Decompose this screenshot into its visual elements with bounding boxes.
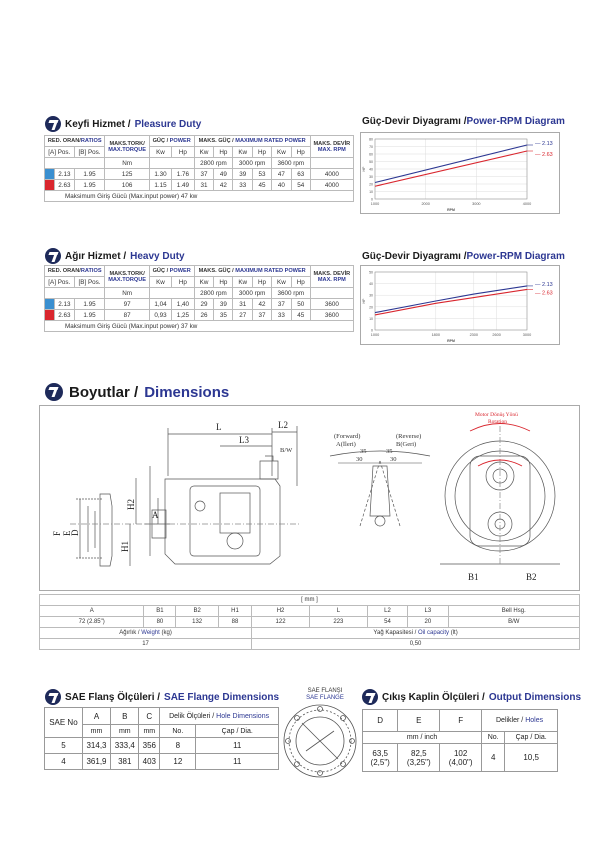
brand-logo-icon xyxy=(362,689,378,705)
unit-cell: Hp xyxy=(172,147,194,158)
x-axis-label: RPM xyxy=(447,208,455,212)
unit-cell: Kw xyxy=(194,277,214,288)
reverse-position-label: B(Geri) xyxy=(396,441,417,448)
series-line-2.63 xyxy=(375,151,527,186)
unit-cell: mm xyxy=(139,725,160,738)
rated-power-header: MAKS. GÜÇ / MAXIMUM RATED POWER xyxy=(194,266,310,277)
nm-unit: Nm xyxy=(105,158,149,169)
col-header: L xyxy=(309,606,367,617)
heavy-power-rpm-chart xyxy=(360,265,560,345)
sae-flange-drawing xyxy=(282,703,358,779)
unit-cell: Hp xyxy=(214,277,233,288)
y-tick-label: 40 xyxy=(369,167,373,172)
angle-label: 35 xyxy=(386,448,393,455)
sae-flange-heading: SAE Flanş Ölçüleri / SAE Flange Dimensions xyxy=(45,689,279,705)
nm-unit: Nm xyxy=(105,288,149,299)
brand-logo-icon xyxy=(45,383,63,401)
series-swatch-red xyxy=(45,180,55,191)
weight-value: 17 xyxy=(40,639,252,650)
gearbox-body xyxy=(165,479,280,564)
table-row: 5 314,3 333,4 356 8 11 xyxy=(45,738,279,754)
x-tick-label: 2300 xyxy=(469,333,479,337)
unit-cell: Kw xyxy=(149,277,171,288)
legend-label-2.13: — 2.13 xyxy=(535,141,553,147)
heavy-duty-table xyxy=(44,265,354,332)
series-line-2.63 xyxy=(375,289,527,315)
sae-flange-table xyxy=(44,707,279,770)
angle-label: 30 xyxy=(356,456,363,463)
rpm-point: 2800 rpm xyxy=(194,158,233,169)
hole-dimensions-header: Delik Ölçüleri / Hole Dimensions xyxy=(160,708,279,725)
angle-label: 35 xyxy=(360,448,367,455)
dim-label-L: L xyxy=(216,422,222,432)
bell-housing-label: B/W xyxy=(280,447,293,454)
unit-cell: Kw xyxy=(233,277,253,288)
unit-cell: Hp xyxy=(172,277,194,288)
legend-label-2.63: — 2.63 xyxy=(535,290,553,297)
series-line-2.13 xyxy=(375,286,527,313)
pos-a-header: [A] Pos. xyxy=(45,277,75,288)
torque-header: MAKS.TORK/ MAX.TORQUE xyxy=(105,136,149,158)
table-row: 2.63 1.95 87 0,93 1,25 26 35 27 37 33 45 3600 xyxy=(45,310,354,321)
series-swatch-blue xyxy=(45,169,55,180)
col-header: No. xyxy=(482,732,505,744)
unit-cell: Kw xyxy=(149,147,171,158)
series-swatch-blue xyxy=(45,299,55,310)
chart-svg xyxy=(361,266,559,344)
table-row: 4 361,9 381 403 12 11 xyxy=(45,754,279,770)
col-header: Bell Hsg. xyxy=(448,606,579,617)
col-header: Çap / Dia. xyxy=(196,725,279,738)
col-header: Çap / Dia. xyxy=(505,732,558,744)
power-header: GÜÇ / POWER xyxy=(149,136,194,147)
table-row: 63,5 (2,5") 82,5 (3,25") 102 (4,00") 4 10,5 xyxy=(363,744,558,772)
unit-cell: Kw xyxy=(194,147,214,158)
dim-label-L2: L2 xyxy=(278,420,288,430)
gearbox-technical-drawing xyxy=(40,406,579,590)
dim-label-B1: B1 xyxy=(468,572,479,582)
holes-header: Delikler / Holes xyxy=(482,710,558,732)
dim-label-A: A xyxy=(152,510,159,520)
col-header: F xyxy=(440,710,482,732)
series-line-2.13 xyxy=(375,145,527,183)
col-header: A xyxy=(40,606,144,617)
sae-no-header: SAE No xyxy=(45,708,83,738)
table-row xyxy=(40,639,580,650)
table-row: 72 (2.85") 80 132 88 122 223 54 20 B/W xyxy=(40,617,580,628)
max-input-power: Maksimum Giriş Gücü (Max.input power) 47 kw xyxy=(45,191,354,202)
col-header: No. xyxy=(160,725,196,738)
col-header: B1 xyxy=(144,606,176,617)
unit-cell: Hp xyxy=(253,277,272,288)
dim-label-D: D xyxy=(70,529,80,536)
table-row: 2.13 1.95 125 1.30 1.76 37 49 39 53 47 63 4000 xyxy=(45,169,354,180)
output-dimensions-table xyxy=(362,709,558,772)
rated-power-header: MAKS. GÜÇ / MAXIMUM RATED POWER xyxy=(194,136,310,147)
unit-cell: Kw xyxy=(271,277,291,288)
legend-label-2.63: — 2.63 xyxy=(535,152,553,158)
series-swatch-red xyxy=(45,310,55,321)
col-header: A xyxy=(82,708,110,725)
brand-logo-icon xyxy=(45,116,61,132)
brand-logo-icon xyxy=(45,689,61,705)
rpm-point: 3600 rpm xyxy=(271,158,310,169)
sae-flange-caption: SAE FLANŞI SAE FLANGE xyxy=(306,688,344,701)
x-tick-label: 1000 xyxy=(370,202,380,206)
unit-cell: Hp xyxy=(291,147,310,158)
output-dimensions-heading: Çıkış Kaplin Ölçüleri / Output Dimensions xyxy=(362,689,581,705)
unit-label: mm / inch xyxy=(363,732,482,744)
dim-label-B2: B2 xyxy=(526,572,537,582)
col-header: B2 xyxy=(176,606,218,617)
dim-label-F: F xyxy=(52,530,62,536)
angle-label: 30 xyxy=(390,456,397,463)
ratio-header: RED. ORAN/RATIOS xyxy=(45,266,105,277)
x-axis-label: RPM xyxy=(447,339,455,343)
dimension-drawing xyxy=(39,405,580,591)
max-input-power: Maksimum Giriş Gücü (Max.input power) 37 kw xyxy=(45,321,354,332)
rpm-point: 3000 rpm xyxy=(233,158,272,169)
unit-cell: Kw xyxy=(271,147,291,158)
rpm-point: 3000 rpm xyxy=(233,288,272,299)
unit-cell: Hp xyxy=(214,147,233,158)
table-row: 2.13 1.95 97 1,04 1,40 29 39 31 42 37 50 3600 xyxy=(45,299,354,310)
x-tick-label: 4000 xyxy=(522,202,532,206)
pleasure-chart-heading: Güç-Devir Diyagramı / Power-RPM Diagram xyxy=(362,116,565,127)
y-tick-label: 10 xyxy=(369,316,373,321)
reverse-label: (Reverse) xyxy=(396,433,422,440)
col-header: E xyxy=(398,710,440,732)
y-tick-label: 30 xyxy=(369,293,373,298)
rpm-point: 3600 rpm xyxy=(271,288,310,299)
col-header: C xyxy=(139,708,160,725)
torque-header: MAKS.TORK/ MAX.TORQUE xyxy=(105,266,149,288)
col-header: L2 xyxy=(367,606,407,617)
unit-cell: mm xyxy=(111,725,139,738)
dim-label-H1: H1 xyxy=(120,541,130,552)
unit-cell: Kw xyxy=(233,147,253,158)
y-tick-label: 0 xyxy=(371,328,373,333)
x-tick-label: 2000 xyxy=(421,202,430,206)
forward-label: (Forward) xyxy=(334,433,361,440)
dimensions-heading: Boyutlar / Dimensions xyxy=(45,383,229,401)
brand-logo-icon xyxy=(45,248,61,264)
flange-profile xyxy=(100,494,112,566)
x-tick-label: 3000 xyxy=(522,333,532,337)
heavy-chart-heading: Güç-Devir Diyagramı / Power-RPM Diagram xyxy=(362,251,565,262)
unit-label: [ mm ] xyxy=(40,595,580,606)
y-tick-label: 50 xyxy=(369,160,373,164)
heavy-duty-heading: Ağır Hizmet / Heavy Duty xyxy=(45,248,185,264)
unit-cell: mm xyxy=(82,725,110,738)
x-tick-label: 3000 xyxy=(472,202,481,206)
chart-svg xyxy=(361,133,559,213)
power-header: GÜÇ / POWER xyxy=(149,266,194,277)
max-rpm-header: MAKS. DEVİR MAX. RPM xyxy=(310,266,353,288)
max-rpm-header: MAKS. DEVİR MAX. RPM xyxy=(310,136,353,158)
y-tick-label: 30 xyxy=(369,175,373,179)
table-row: 2.63 1.95 106 1.15 1.49 31 42 33 45 40 54 4000 xyxy=(45,180,354,191)
y-tick-label: 0 xyxy=(371,197,373,202)
dim-label-E: E xyxy=(62,530,72,536)
x-tick-label: 1000 xyxy=(370,333,380,337)
col-header: H2 xyxy=(252,606,310,617)
oil-capacity-header: Yağ Kapasitesi / Oil capacity (lt) xyxy=(252,628,580,639)
y-tick-label: 50 xyxy=(369,270,373,275)
dim-label-H2: H2 xyxy=(126,499,136,510)
y-tick-label: 10 xyxy=(369,190,373,194)
ratio-header: RED. ORAN/RATIOS xyxy=(45,136,105,147)
col-header: L3 xyxy=(408,606,448,617)
rotation-label-en: Rotation xyxy=(488,419,507,425)
pos-b-header: [B] Pos. xyxy=(74,277,105,288)
weight-header: Ağırlık / Weight (kg) xyxy=(40,628,252,639)
y-tick-label: 20 xyxy=(369,182,373,187)
pleasure-duty-table xyxy=(44,135,354,202)
dimensions-table xyxy=(39,594,580,650)
y-tick-label: 70 xyxy=(369,145,373,149)
forward-position-label: A(İleri) xyxy=(336,441,356,448)
dim-label-L3: L3 xyxy=(239,435,249,445)
y-axis-label: HP xyxy=(362,298,366,304)
y-tick-label: 20 xyxy=(369,305,373,310)
pleasure-duty-heading: Keyfi Hizmet / Pleasure Duty xyxy=(45,116,201,132)
y-tick-label: 40 xyxy=(369,282,373,287)
y-tick-label: 60 xyxy=(369,152,373,157)
oil-capacity-value: 0,50 xyxy=(252,639,580,650)
col-header: H1 xyxy=(218,606,251,617)
y-tick-label: 80 xyxy=(369,137,373,142)
pos-b-header: [B] Pos. xyxy=(74,147,105,158)
unit-cell: Hp xyxy=(253,147,272,158)
pos-a-header: [A] Pos. xyxy=(45,147,75,158)
col-header: B xyxy=(111,708,139,725)
y-axis-label: HP xyxy=(362,166,366,172)
pleasure-power-rpm-chart xyxy=(360,132,560,214)
unit-cell: Hp xyxy=(291,277,310,288)
x-tick-label: 1800 xyxy=(431,333,441,337)
x-tick-label: 2600 xyxy=(492,333,501,337)
rotation-label-tr: Motor Dönüş Yönü xyxy=(475,412,518,418)
legend-label-2.13: — 2.13 xyxy=(535,281,553,288)
rpm-point: 2800 rpm xyxy=(194,288,233,299)
col-header: D xyxy=(363,710,398,732)
